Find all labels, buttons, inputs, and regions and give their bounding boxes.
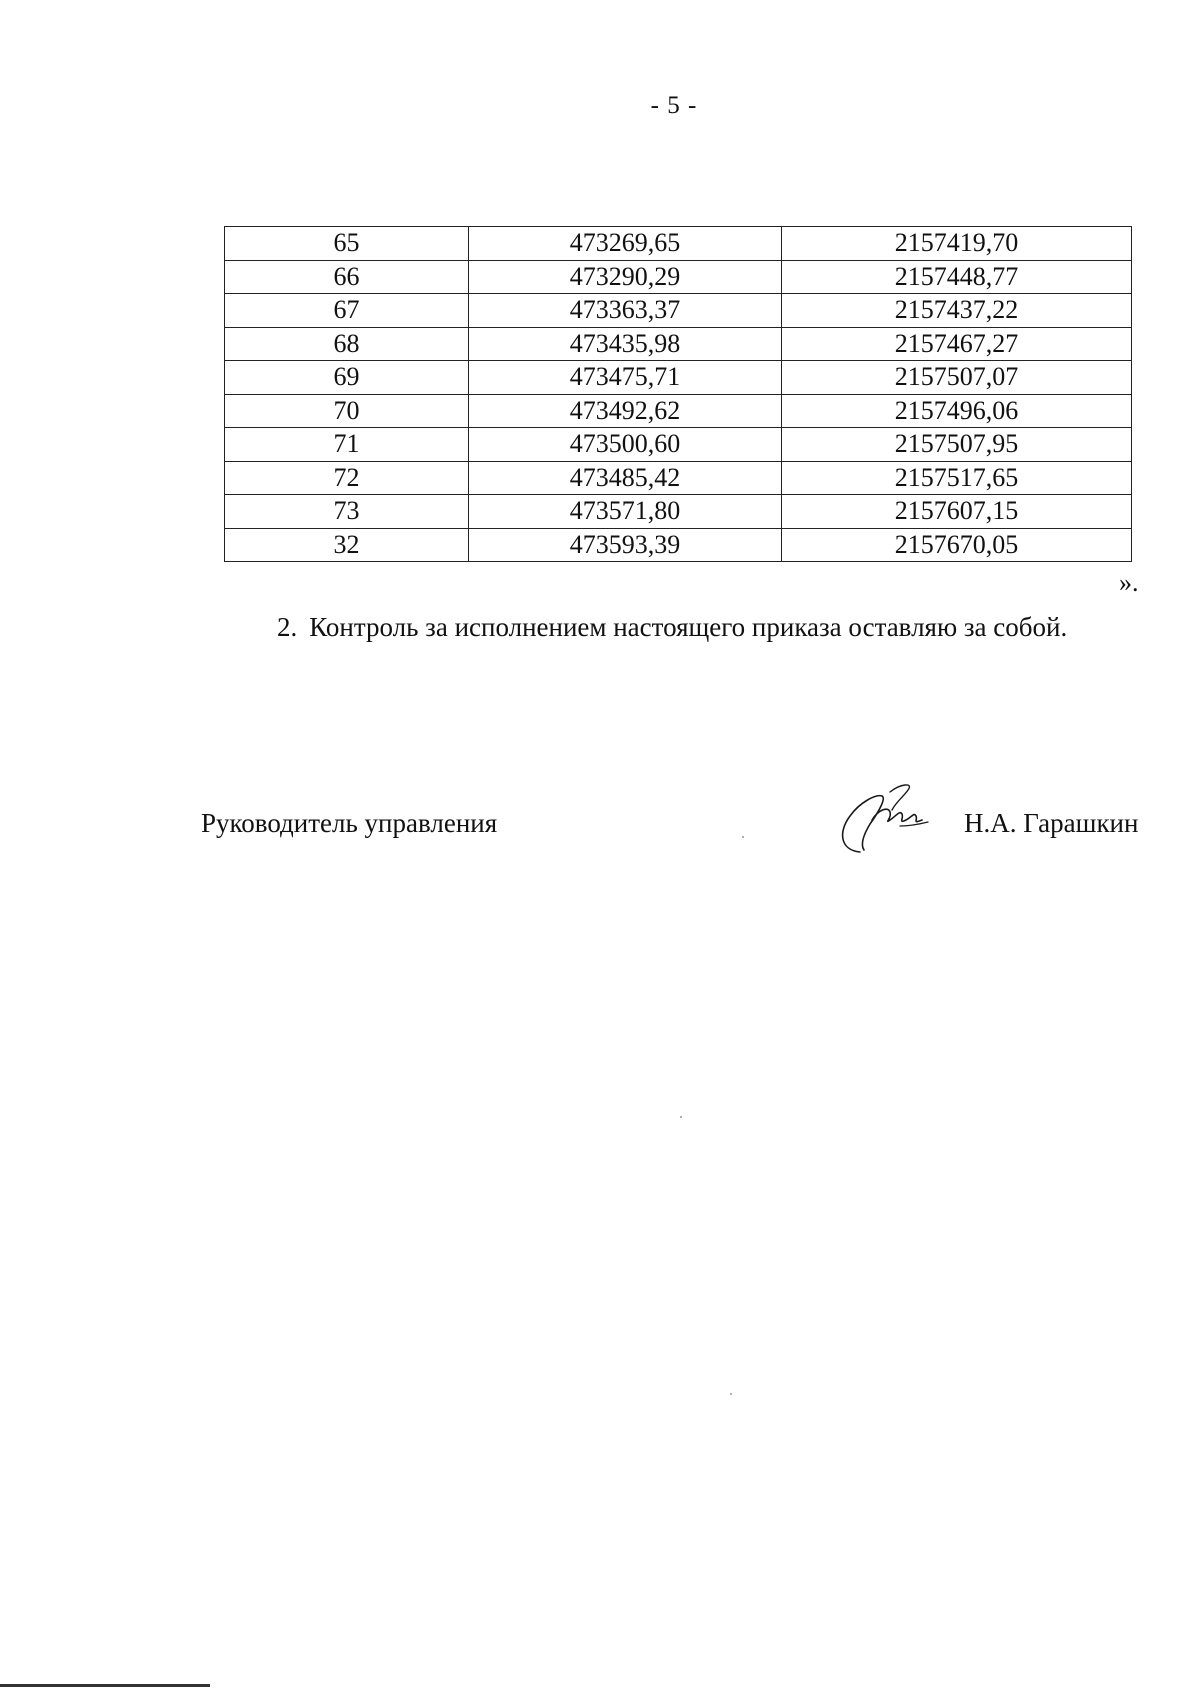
clause-text: Контроль за исполнением настоящего приказа оставляю за собой. (309, 612, 1068, 642)
y-coordinate-cell: 2157670,05 (782, 528, 1132, 562)
point-number-cell: 68 (225, 327, 469, 361)
signer-name: Н.А. Гарашкин (964, 808, 1139, 838)
x-coordinate-cell: 473571,80 (469, 495, 782, 529)
y-coordinate-cell: 2157607,15 (782, 495, 1132, 529)
point-number-cell: 73 (225, 495, 469, 529)
point-number-cell: 32 (225, 528, 469, 562)
table-row (225, 495, 1132, 529)
point-number-cell: 66 (225, 260, 469, 294)
signer-title: Руководитель управления (201, 808, 498, 838)
bottom-rule (0, 1684, 210, 1687)
y-coordinate-cell: 2157507,07 (782, 361, 1132, 395)
y-coordinate-cell: 2157507,95 (782, 428, 1132, 462)
point-number-cell: 72 (225, 461, 469, 495)
x-coordinate-cell: 473435,98 (469, 327, 782, 361)
coordinates-table-body (225, 227, 1132, 562)
point-number-cell: 70 (225, 394, 469, 428)
point-number-cell: 65 (225, 227, 469, 261)
coordinates-table (224, 226, 1132, 562)
point-number-cell: 69 (225, 361, 469, 395)
x-coordinate-cell: 473290,29 (469, 260, 782, 294)
point-number-cell: 67 (225, 294, 469, 328)
y-coordinate-cell: 2157517,65 (782, 461, 1132, 495)
clause-2 (277, 612, 1067, 643)
table-row (225, 528, 1132, 562)
x-coordinate-cell: 473475,71 (469, 361, 782, 395)
clause-number: 2. (277, 612, 298, 642)
table-row (225, 227, 1132, 261)
x-coordinate-cell: 473485,42 (469, 461, 782, 495)
table-row (225, 428, 1132, 462)
y-coordinate-cell: 2157437,22 (782, 294, 1132, 328)
page-number: - 5 - (650, 92, 698, 119)
table-row (225, 361, 1132, 395)
y-coordinate-cell: 2157467,27 (782, 327, 1132, 361)
handwritten-signature (830, 780, 940, 860)
table-row (225, 394, 1132, 428)
point-number-cell: 71 (225, 428, 469, 462)
scan-speck (730, 1393, 732, 1395)
x-coordinate-cell: 473593,39 (469, 528, 782, 562)
table-row (225, 461, 1132, 495)
closing-quote: ». (1119, 568, 1139, 597)
x-coordinate-cell: 473363,37 (469, 294, 782, 328)
table-row (225, 260, 1132, 294)
scan-speck (680, 1116, 682, 1118)
y-coordinate-cell: 2157419,70 (782, 227, 1132, 261)
table-row (225, 327, 1132, 361)
x-coordinate-cell: 473492,62 (469, 394, 782, 428)
y-coordinate-cell: 2157496,06 (782, 394, 1132, 428)
x-coordinate-cell: 473500,60 (469, 428, 782, 462)
y-coordinate-cell: 2157448,77 (782, 260, 1132, 294)
table-row (225, 294, 1132, 328)
x-coordinate-cell: 473269,65 (469, 227, 782, 261)
scan-speck (742, 836, 744, 838)
